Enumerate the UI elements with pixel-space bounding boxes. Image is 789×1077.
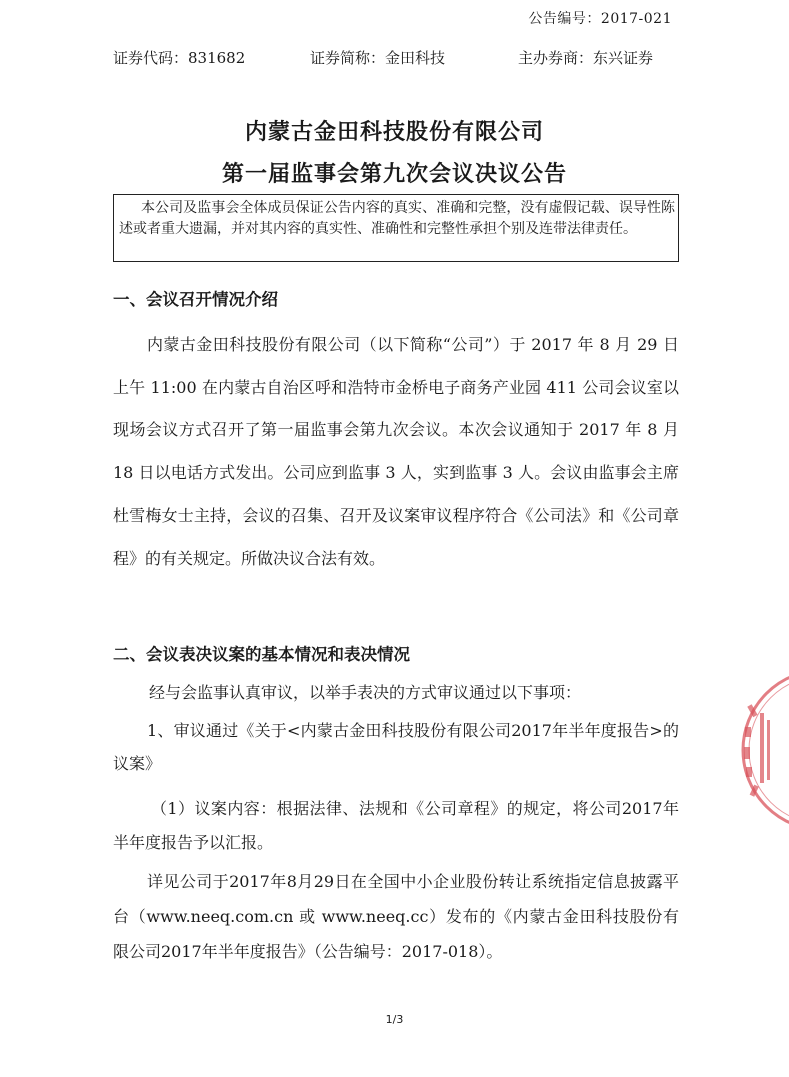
announcement-title: 第一届监事会第九次会议决议公告 — [221, 161, 567, 187]
sponsor-broker: 主办券商：东兴证券 — [518, 49, 654, 67]
section1-paragraph: 内蒙古金田科技股份有限公司（以下简称“公司”）于 2017 年 8 月 29 日上午 11:00 在内蒙古自治区呼和浩特市金桥电子商务产业园 411 公司会议室以现场会议方式召开了第一届监事会第九次会议。本次会议通知于 2017 年 8 月 18 日以电话方式发出。公司应到监事 3 人，实到监事 3 人。会议由监事会主席杜雪梅女士主持，会议的召集、召开及议案审议程序符合《公司法》和《公司章程》的有关规定。所做决议合法有效。 — [113, 335, 679, 568]
review-statement: 经与会监事认真审议，以举手表决的方式审议通过以下事项： — [149, 683, 582, 702]
page-number: 1/3 — [385, 1013, 404, 1026]
motion-item-1: 1、审议通过《关于<内蒙古金田科技股份有限公司2017年半年度报告>的议案》 — [113, 721, 679, 773]
motion-content: （1）议案内容：根据法律、法规和《公司章程》的规定，将公司2017年半年度报告予以汇报。 — [113, 799, 679, 852]
company-seal-icon — [738, 665, 789, 835]
company-title: 内蒙古金田科技股份有限公司 — [244, 119, 544, 145]
disclosure-detail: 详见公司于2017年8月29日在全国中小企业股份转让系统指定信息披露平台（www.neeq.com.cn 或 www.neeq.cc）发布的《内蒙古金田科技股份有限公司2017年半年度报告》（公告编号：2017-018）。 — [113, 872, 679, 961]
notice-number: 公告编号：2017-021 — [528, 11, 672, 27]
section2-heading: 二、会议表决议案的基本情况和表决情况 — [113, 645, 410, 664]
section1-heading: 一、会议召开情况介绍 — [113, 290, 278, 309]
disclaimer-box: 本公司及监事会全体成员保证公告内容的真实、准确和完整，没有虚假记载、误导性陈述或者重大遗漏，并对其内容的真实性、准确性和完整性承担个别及连带法律责任。 — [113, 194, 679, 262]
securities-abbreviation: 证券简称：金田科技 — [310, 49, 446, 67]
securities-code: 证券代码：831682 — [113, 49, 246, 67]
